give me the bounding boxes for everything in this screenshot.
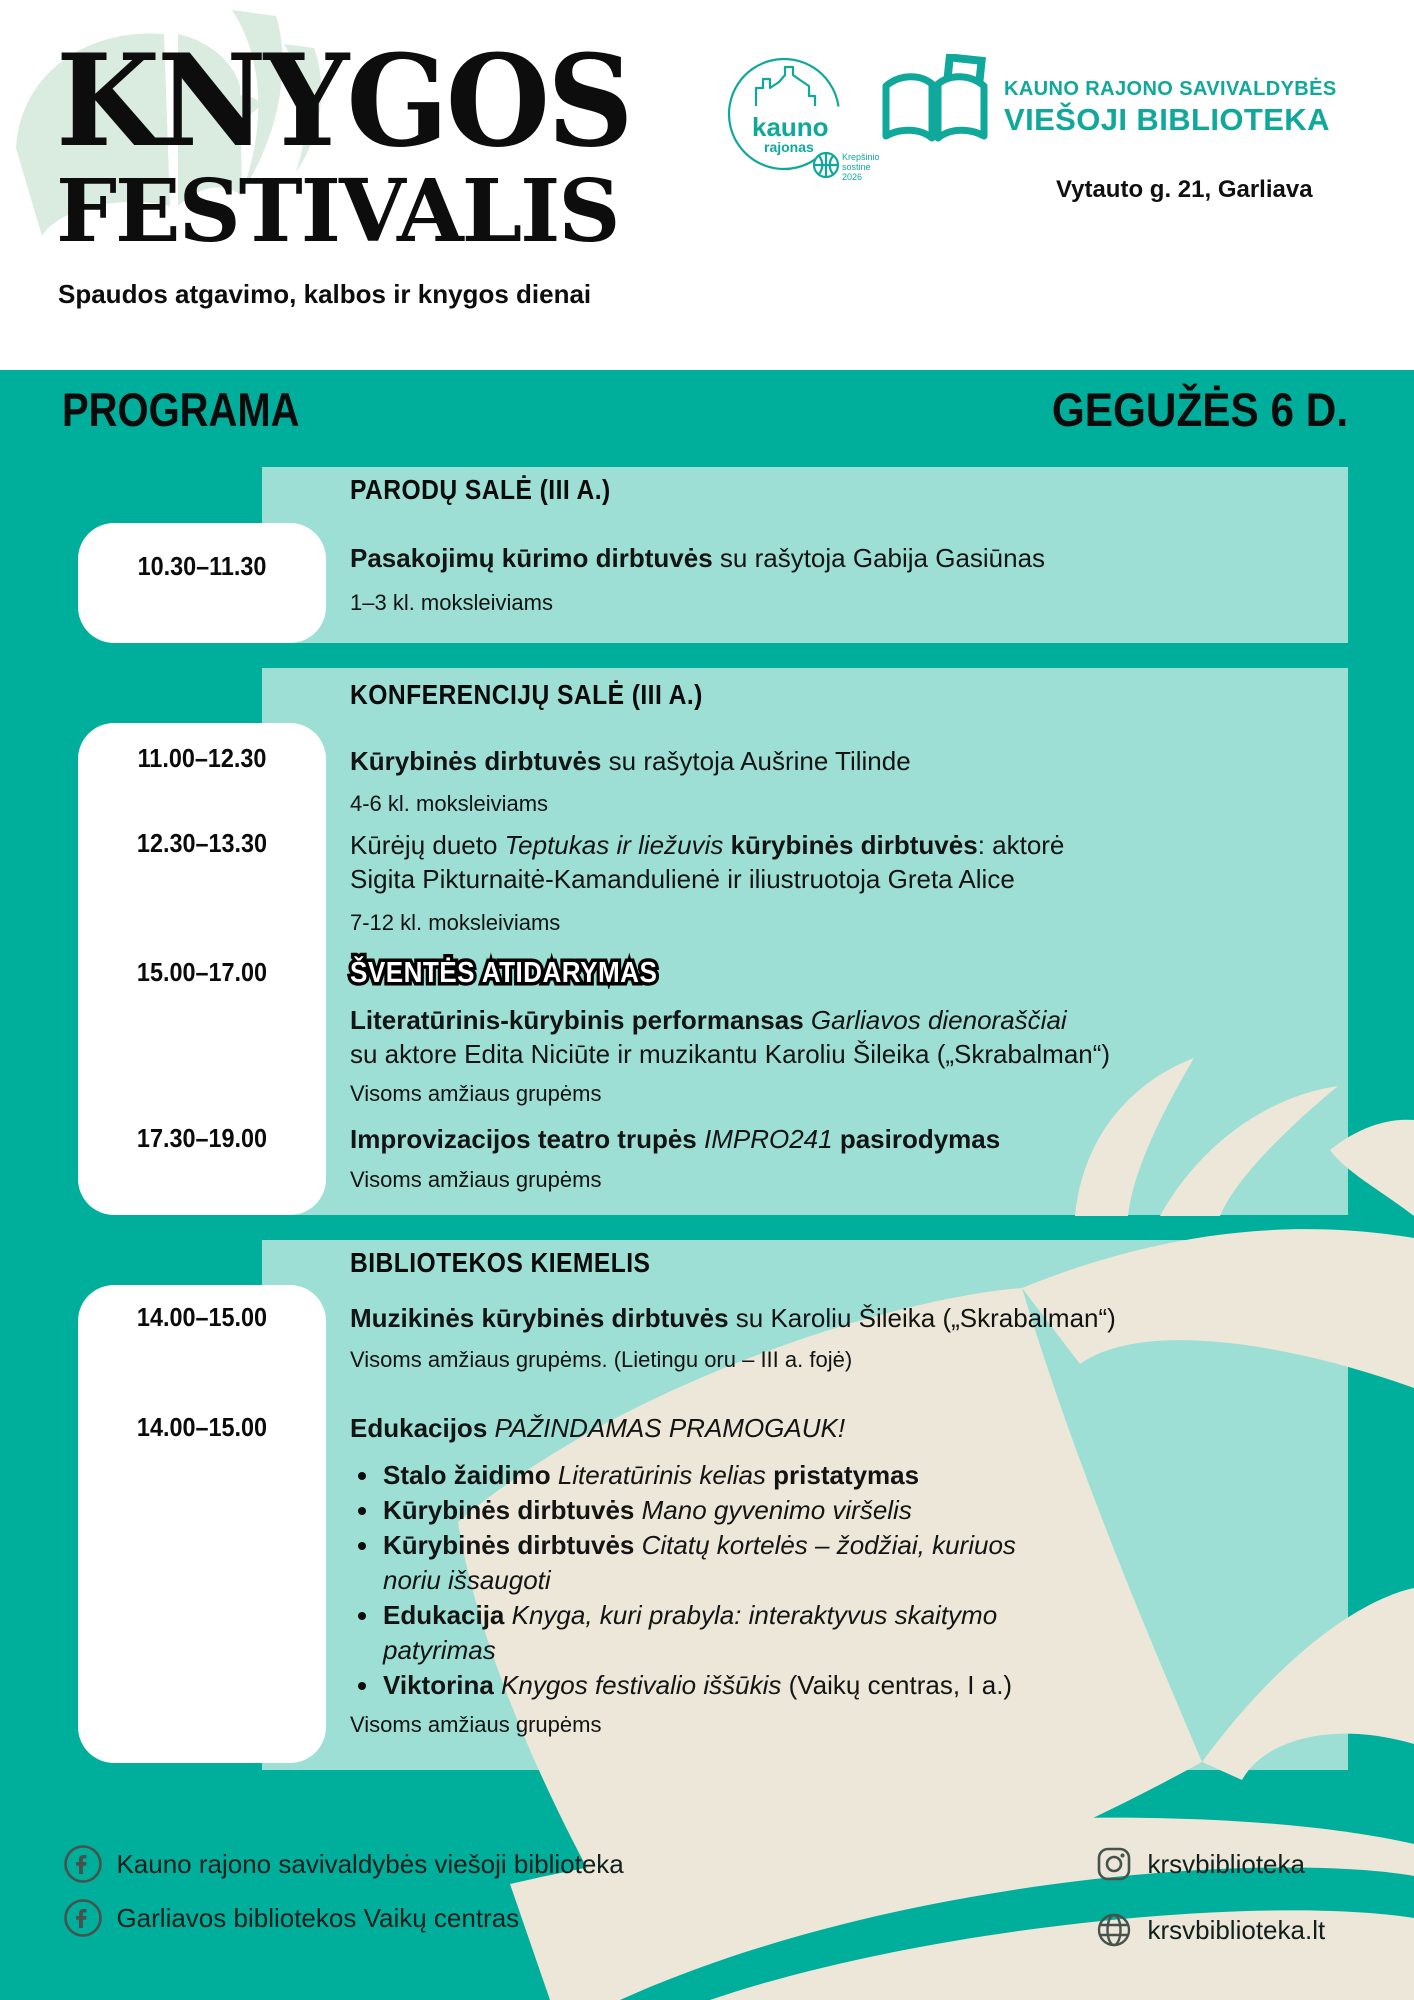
time-label: 10.30–11.30 — [137, 551, 267, 581]
kauno-rajonas-logo — [722, 48, 898, 190]
bullet-dot — [358, 1612, 366, 1620]
event-line: Literatūrinis-kūrybinis performansas Garliavos dienoraščiai — [350, 1005, 1067, 1035]
time-label: 12.30–13.30 — [136, 828, 268, 858]
svg-text:2026: 2026 — [842, 172, 863, 182]
event-note: 7-12 kl. moksleiviams — [350, 910, 561, 935]
event-line: Sigita Pikturnaitė-Kamandulienė ir iliustruotoja Greta Alice — [350, 864, 1015, 894]
event-line: Pasakojimų kūrimo dirbtuvės su rašytoja Gabija Gasiūnas — [350, 543, 1046, 573]
svg-text:Krepšinio: Krepšinio — [842, 152, 880, 162]
bullet-item: Edukacija Knyga, kuri prabyla: interaktyvus skaitymo patyrimas — [350, 1598, 1070, 1668]
event-note: Visoms amžiaus grupėms — [350, 1167, 602, 1192]
kauno-logo-word: kauno — [752, 112, 829, 142]
event-line: Kūrybinės dirbtuvės su rašytoja Aušrine Tilinde — [350, 746, 911, 776]
library-book-logo — [876, 54, 994, 154]
event-note: Visoms amžiaus grupėms — [350, 1081, 602, 1106]
bullet-item: Kūrybinės dirbtuvės Mano gyvenimo viršelis — [350, 1493, 1070, 1528]
venue-title: PARODŲ SALĖ (III A.) — [350, 474, 611, 505]
svg-text:rajonas: rajonas — [764, 139, 814, 155]
org-name-line1: KAUNO RAJONO SAVIVALDYBĖS — [1004, 78, 1337, 100]
facebook-icon — [62, 1843, 104, 1885]
instagram-link[interactable]: krsvbiblioteka — [1095, 1845, 1305, 1883]
bullet-dot — [358, 1542, 366, 1550]
event-note: Visoms amžiaus grupėms — [350, 1712, 602, 1737]
activity-bullet-list — [350, 1458, 1070, 1703]
time-label: 14.00–15.00 — [136, 1302, 268, 1332]
venue-title: KONFERENCIJŲ SALĖ (III A.) — [350, 679, 703, 710]
festival-subtitle: Spaudos atgavimo, kalbos ir knygos dienai — [58, 279, 592, 309]
program-date: GEGUŽĖS 6 D. — [1051, 383, 1348, 436]
event-note: 4-6 kl. moksleiviams — [350, 791, 549, 816]
bullet-dot — [358, 1472, 366, 1480]
event-line: su aktore Edita Niciūte ir muzikantu Karoliu Šileika („Skrabalman“) — [350, 1039, 1111, 1069]
bullet-dot — [358, 1507, 366, 1515]
event-line: Edukacijos PAŽINDAMAS PRAMOGAUK! — [350, 1413, 846, 1443]
facebook-link-library[interactable]: Kauno rajono savivaldybės viešoji biblioteka — [62, 1843, 624, 1885]
time-label: 15.00–17.00 — [136, 957, 268, 987]
festival-title-line1: KNYGOS — [56, 27, 631, 175]
time-label: 14.00–15.00 — [136, 1412, 268, 1442]
festival-title-line2: FESTIVALIS — [56, 161, 619, 262]
time-badge — [78, 1285, 326, 1763]
event-line: Kūrėjų dueto Teptukas ir liežuvis kūrybinės dirbtuvės: aktorė — [350, 830, 1065, 860]
event-note: Visoms amžiaus grupėms. (Lietingu oru – III a. fojė) — [350, 1347, 853, 1372]
event-note: 1–3 kl. moksleiviams — [350, 590, 553, 615]
opening-ceremony-banner: ŠVENTĖS ATIDARYMAS — [350, 957, 658, 989]
library-address: Vytauto g. 21, Garliava — [1056, 176, 1313, 203]
instagram-icon — [1095, 1845, 1133, 1883]
time-label: 17.30–19.00 — [136, 1123, 268, 1153]
bullet-item: Stalo žaidimo Literatūrinis kelias pristatymas — [350, 1458, 1070, 1493]
org-name-line2: VIEŠOJI BIBLIOTEKA — [1004, 102, 1330, 137]
time-label: 11.00–12.30 — [137, 743, 267, 773]
bullet-item: Viktorina Knygos festivalio iššūkis (Vaikų centras, I a.) — [350, 1668, 1070, 1703]
venue-title: BIBLIOTEKOS KIEMELIS — [350, 1247, 651, 1278]
facebook-link-children-center[interactable]: Garliavos bibliotekos Vaikų centras — [62, 1897, 519, 1939]
bullet-dot — [358, 1682, 366, 1690]
globe-icon — [1095, 1911, 1133, 1949]
facebook-icon — [62, 1897, 104, 1939]
program-heading: PROGRAMA — [62, 383, 300, 436]
website-link[interactable]: krsvbiblioteka.lt — [1095, 1911, 1325, 1949]
bullet-item: Kūrybinės dirbtuvės Citatų kortelės – žodžiai, kuriuos noriu išsaugoti — [350, 1528, 1070, 1598]
time-badge — [78, 523, 326, 643]
event-line: Muzikinės kūrybinės dirbtuvės su Karoliu Šileika („Skrabalman“) — [350, 1303, 1116, 1333]
event-line: Improvizacijos teatro trupės IMPRO241 pasirodymas — [350, 1124, 1001, 1154]
svg-text:sostinė: sostinė — [842, 162, 871, 172]
